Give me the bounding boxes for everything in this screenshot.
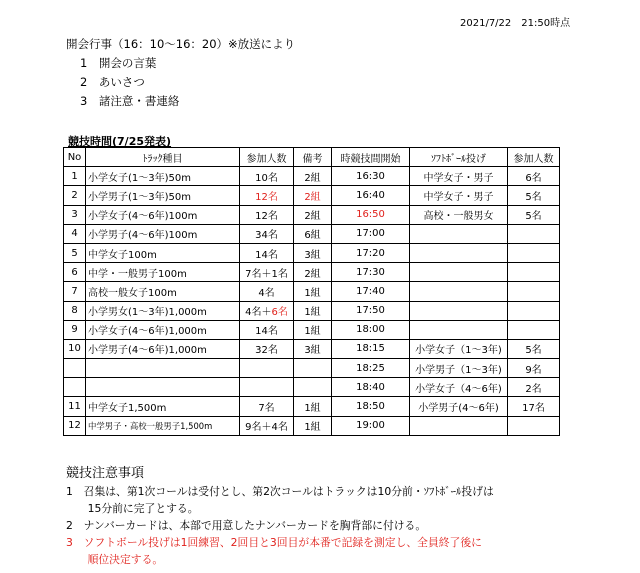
table-header-row <box>64 148 560 167</box>
cell-softball-count <box>508 320 560 339</box>
opening-item <box>80 74 145 90</box>
col-header-remarks: 備考 <box>294 148 332 167</box>
cell-note <box>294 359 332 378</box>
table-row <box>64 167 560 186</box>
cell-note <box>294 378 332 397</box>
table-row <box>64 397 560 416</box>
cell-softball <box>410 320 508 339</box>
cell-softball <box>410 301 508 320</box>
cell-note: 3組 <box>294 243 332 262</box>
cell-softball-count: 9名 <box>508 359 560 378</box>
cell-count <box>240 378 294 397</box>
col-header-track-event: ﾄﾗｯｸ種目 <box>86 148 240 167</box>
cell-count <box>240 301 294 320</box>
note-line: 2 ナンバーカードは、本部で用意したナンバーカードを胸背部に付ける。 <box>66 519 427 532</box>
cell-count <box>240 359 294 378</box>
cell-note: 3組 <box>294 339 332 358</box>
table-row <box>64 205 560 224</box>
cell-softball-count <box>508 224 560 243</box>
cell-time: 17:00 <box>332 224 410 243</box>
cell-softball-count <box>508 263 560 282</box>
cell-count: 10名 <box>240 167 294 186</box>
cell-softball: 小学女子（1〜3年) <box>410 339 508 358</box>
cell-softball <box>410 263 508 282</box>
table-row <box>64 263 560 282</box>
cell-softball <box>410 416 508 435</box>
cell-softball-count: 6名 <box>508 167 560 186</box>
col-header-start-time: 時競技間開始 <box>332 148 410 167</box>
cell-no: 6 <box>64 263 86 282</box>
cell-note: 6組 <box>294 224 332 243</box>
cell-time: 17:50 <box>332 301 410 320</box>
cell-note: 1組 <box>294 282 332 301</box>
cell-time: 18:40 <box>332 378 410 397</box>
cell-time: 18:00 <box>332 320 410 339</box>
cell-no: 2 <box>64 186 86 205</box>
cell-softball: 高校・一般男女 <box>410 205 508 224</box>
col-header-softball-participants: 参加人数 <box>508 148 560 167</box>
cell-time: 16:50 <box>332 205 410 224</box>
cell-event: 小学男女(1〜3年)1,000m <box>86 301 240 320</box>
cell-softball-count: 2名 <box>508 378 560 397</box>
cell-softball <box>410 243 508 262</box>
cell-time: 19:00 <box>332 416 410 435</box>
cell-softball-count <box>508 301 560 320</box>
table-row <box>64 243 560 262</box>
cell-no: 12 <box>64 416 86 435</box>
cell-count: 14名 <box>240 320 294 339</box>
opening-item-num: 2 <box>80 75 88 89</box>
cell-softball: 中学女子・男子 <box>410 167 508 186</box>
cell-time: 18:15 <box>332 339 410 358</box>
cell-event: 中学女子1,500m <box>86 397 240 416</box>
table-row <box>64 339 560 358</box>
cell-softball <box>410 282 508 301</box>
cell-softball: 小学男子（1〜3年) <box>410 359 508 378</box>
cell-softball-count <box>508 243 560 262</box>
table-row <box>64 320 560 339</box>
count-part: 4名＋ <box>245 307 272 319</box>
cell-count: 12名 <box>240 205 294 224</box>
cell-no: 5 <box>64 243 86 262</box>
opening-item-num: 1 <box>80 56 88 70</box>
cell-no: 3 <box>64 205 86 224</box>
cell-count: 7名 <box>240 397 294 416</box>
note-line: 1 召集は、第1次コールは受付とし、第2次コールはトラックは10分前・ｿﾌﾄﾎﾞｰﾙ投げは <box>66 485 494 498</box>
table-row <box>64 416 560 435</box>
cell-softball <box>410 224 508 243</box>
cell-note: 2組 <box>294 263 332 282</box>
cell-event: 中学女子100m <box>86 243 240 262</box>
cell-no: 7 <box>64 282 86 301</box>
cell-note: 1組 <box>294 397 332 416</box>
cell-softball-count: 5名 <box>508 205 560 224</box>
cell-event <box>86 378 240 397</box>
cell-softball-count: 5名 <box>508 339 560 358</box>
table-row <box>64 378 560 397</box>
cell-no: 4 <box>64 224 86 243</box>
note-line-highlighted: 順位決定する。 <box>66 553 164 566</box>
cell-event: 小学女子(1〜3年)50m <box>86 167 240 186</box>
table-row <box>64 186 560 205</box>
cell-softball-count <box>508 416 560 435</box>
schedule-table <box>63 147 560 436</box>
cell-note: 2組 <box>294 186 332 205</box>
schedule-heading: 競技時間(7/25発表) <box>68 135 172 148</box>
cell-no: 8 <box>64 301 86 320</box>
cell-event: 小学男子(1〜3年)50m <box>86 186 240 205</box>
cell-time: 18:25 <box>332 359 410 378</box>
col-header-softball-throw: ｿﾌﾄﾎﾞｰﾙ投げ <box>410 148 508 167</box>
cell-softball-count: 5名 <box>508 186 560 205</box>
cell-note: 2組 <box>294 205 332 224</box>
opening-item <box>80 93 179 109</box>
col-header-participants: 参加人数 <box>240 148 294 167</box>
cell-count: 14名 <box>240 243 294 262</box>
cell-no: 1 <box>64 167 86 186</box>
cell-softball: 小学女子（4〜6年) <box>410 378 508 397</box>
opening-ceremony-title: 開会行事（16：10〜16：20）※放送により <box>66 37 296 51</box>
cell-no: 11 <box>64 397 86 416</box>
cell-count: 4名 <box>240 282 294 301</box>
table-row <box>64 359 560 378</box>
cell-no <box>64 378 86 397</box>
cell-softball: 中学女子・男子 <box>410 186 508 205</box>
cell-event: 高校一般女子100m <box>86 282 240 301</box>
cell-note: 1組 <box>294 416 332 435</box>
col-header-no: No <box>64 148 86 167</box>
note-line: 15分前に完了とする。 <box>66 502 199 515</box>
opening-item-num: 3 <box>80 94 88 108</box>
cell-count: 9名＋4名 <box>240 416 294 435</box>
cell-event: 小学女子(4〜6年)100m <box>86 205 240 224</box>
cell-count: 32名 <box>240 339 294 358</box>
cell-note: 1組 <box>294 301 332 320</box>
table-row <box>64 224 560 243</box>
cell-event: 中学男子・高校一般男子1,500m <box>86 416 240 435</box>
cell-softball: 小学男子(4〜6年) <box>410 397 508 416</box>
cell-count: 7名＋1名 <box>240 263 294 282</box>
cell-time: 17:20 <box>332 243 410 262</box>
cell-event: 小学男子(4〜6年)1,000m <box>86 339 240 358</box>
opening-item-text: あいさつ <box>98 75 145 89</box>
cell-time: 16:40 <box>332 186 410 205</box>
cell-note: 1組 <box>294 320 332 339</box>
timestamp: 2021/7/22 21:50時点 <box>460 18 571 29</box>
opening-item <box>80 55 156 71</box>
cell-no <box>64 359 86 378</box>
table-row <box>64 282 560 301</box>
notes-title: 競技注意事項 <box>66 466 145 481</box>
cell-time: 18:50 <box>332 397 410 416</box>
cell-time: 16:30 <box>332 167 410 186</box>
note-line-highlighted: 3 ソフトボール投げは1回練習、2回目と3回目が本番で記録を測定し、全員終了後に <box>66 536 482 549</box>
cell-note: 2組 <box>294 167 332 186</box>
cell-no: 9 <box>64 320 86 339</box>
count-part-red: 6名 <box>271 307 288 319</box>
opening-item-text: 諸注意・書連絡 <box>98 94 180 108</box>
cell-event <box>86 359 240 378</box>
table-row <box>64 301 560 320</box>
cell-event: 小学男子(4〜6年)100m <box>86 224 240 243</box>
cell-event: 小学女子(4〜6年)1,000m <box>86 320 240 339</box>
cell-softball-count <box>508 282 560 301</box>
cell-time: 17:40 <box>332 282 410 301</box>
cell-count: 12名 <box>240 186 294 205</box>
cell-no: 10 <box>64 339 86 358</box>
cell-event: 中学・一般男子100m <box>86 263 240 282</box>
cell-softball-count: 17名 <box>508 397 560 416</box>
opening-item-text: 開会の言葉 <box>98 56 157 70</box>
cell-time: 17:30 <box>332 263 410 282</box>
cell-count: 34名 <box>240 224 294 243</box>
